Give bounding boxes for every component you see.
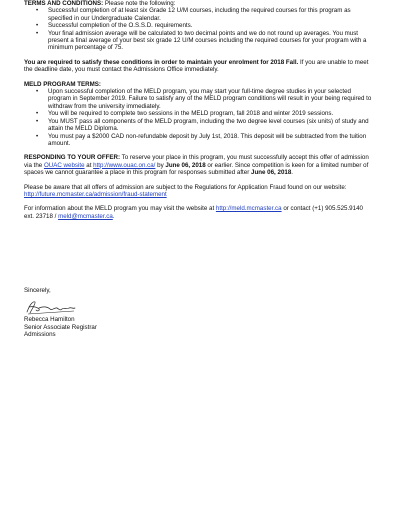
meld-item: • You must pay a $2000 CAD non-refundable deposit by July 1st, 2018. This deposit will be subtracted from the tuition amount. <box>48 133 374 148</box>
meld-item: • You will be required to complete two sessions in the MELD program, fall 2018 and winter 2019 sessions. <box>48 110 374 117</box>
terms-heading: TERMS AND CONDITIONS: <box>24 0 104 7</box>
respond-text: To reserve your place in this program, you must successfully accept this offer of admission via the <box>24 154 369 169</box>
respond-text: or earlier. Since competition is keen for a limited number of spaces we cannot guarantee a place in this program for responses submitted after <box>24 161 369 177</box>
fraud-text: Please be aware that all offers of admission are subject to the Regulations for Application Fraud found on our website: <box>24 183 347 191</box>
signature-block <box>24 287 97 339</box>
info-paragraph <box>24 205 374 220</box>
signer-name: Rebecca Hamilton <box>24 316 75 324</box>
respond-paragraph <box>24 154 374 176</box>
respond-heading: RESPONDING TO YOUR OFFER: <box>24 154 121 162</box>
meld-email-link[interactable]: meld@mcmaster.ca <box>58 212 113 220</box>
fraud-statement-link[interactable]: http://future.mcmaster.ca/admission/fraud-statement <box>24 190 167 198</box>
terms-list <box>24 7 374 51</box>
ouac-website-link[interactable]: OUAC website <box>43 161 85 169</box>
conditions-rest: If you are unable to meet the deadline date, you must contact the Admissions Office immediately. <box>24 58 369 74</box>
meld-website-link[interactable]: http://meld.mcmaster.ca <box>215 205 282 213</box>
terms-item: • Successful completion of at least six Grade 12 U/M courses, including the required courses for this program as specified in our Undergraduate Calendar. <box>48 7 374 22</box>
terms-paragraph <box>24 0 374 7</box>
meld-list <box>24 88 374 147</box>
signer-department: Admissions <box>24 331 56 339</box>
signer-title: Senior Associate Registrar <box>24 323 97 331</box>
terms-intro: Please note the following: <box>103 0 176 7</box>
info-text: . <box>112 212 115 220</box>
meld-heading: MELD PROGRAM TERMS: <box>24 80 101 88</box>
terms-item: • Your final admission average will be calculated to two decimal points and we do not round up averages. You must present a final average of your best six grade 12 U/M courses including the required courses for your program with a minimum percentage of 75. <box>48 30 374 52</box>
fraud-paragraph <box>24 184 374 199</box>
respond-text: by <box>155 161 166 169</box>
meld-item: • You MUST pass all components of the MELD program, including the two degree level courses (six units) of study and attain the MELD Diploma. <box>48 118 374 133</box>
respond-text: . <box>291 169 293 177</box>
info-text: For information about the MELD program you may visit the website at <box>24 205 216 213</box>
ouac-url-link[interactable]: http://www.ouac.on.ca/ <box>93 161 156 169</box>
respond-text: at <box>84 161 94 169</box>
conditions-paragraph <box>24 59 374 74</box>
conditions-bold: You are required to satisfy these conditions in order to maintain your enrolment for 2018 Fall. <box>24 58 299 66</box>
closing: Sincerely, <box>24 287 51 294</box>
letter-body <box>24 0 374 220</box>
deadline-date: June 06, 2018 <box>251 169 292 177</box>
terms-item: • Successful completion of the O.S.S.D. requirements. <box>48 22 374 29</box>
handwritten-signature <box>24 298 78 316</box>
meld-item: • Upon successful completion of the MELD program, you may start your full-time degree studies in your selected program in September 2019. Failure to satisfy any of the MELD program conditions will result in your being required to withdraw from the university immediately. <box>48 88 374 110</box>
deadline-date: June 06, 2018 <box>165 161 206 169</box>
info-text: or contact (+1) 905.525.9140 ext. 23718 / <box>24 205 363 220</box>
